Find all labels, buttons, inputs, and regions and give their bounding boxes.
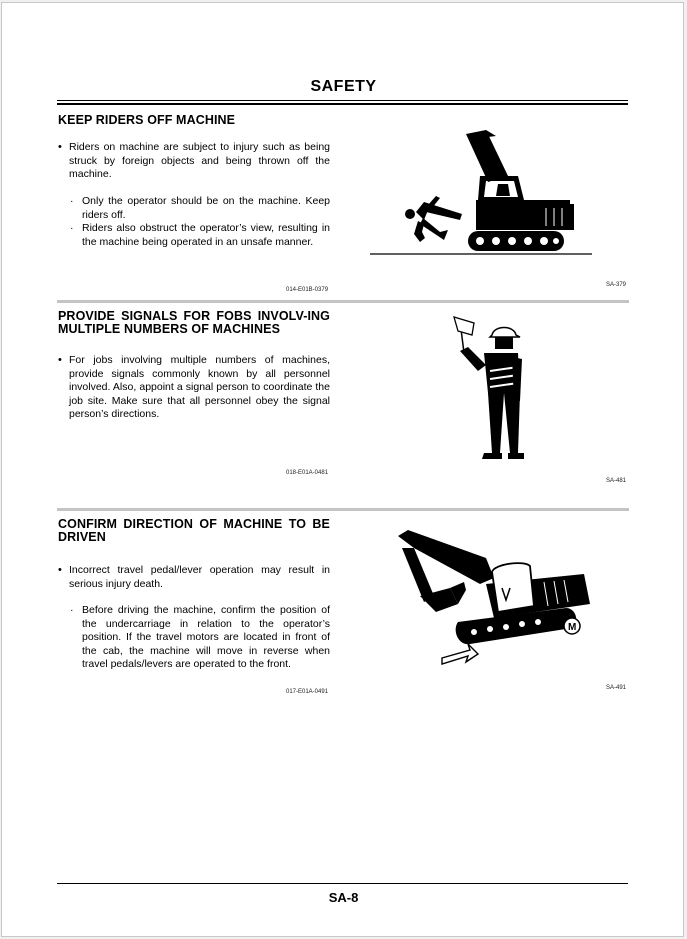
section-1-figure-code: SA-379 <box>606 282 627 288</box>
page-number: SA-8 <box>328 890 359 905</box>
section-3-code: 017-E01A-0491 <box>286 689 329 695</box>
footer-rule <box>57 883 628 884</box>
bullet-text: Incorrect travel pedal/lever operation may result in serious injury death. <box>69 564 330 590</box>
excavator-travel-direction-illustration <box>394 526 594 668</box>
section-2-code: 018-E01A-0481 <box>286 470 329 476</box>
section-1-sub-2 <box>70 222 330 249</box>
sub-bullet-mark: · <box>70 222 74 234</box>
bullet-mark: • <box>58 354 62 366</box>
sub-bullet-mark: · <box>70 195 74 207</box>
section-2-bullet <box>58 354 330 422</box>
rider-falling-from-excavator-illustration <box>368 128 598 263</box>
sub-bullet-mark: · <box>70 604 74 616</box>
section-3-figure-code: SA-491 <box>606 685 627 691</box>
bullet-text: Riders on machine are subject to injury such as being struck by foreign objects and being thrown off the machine. <box>69 141 330 180</box>
section-1-code: 014-E01B-0379 <box>286 287 329 293</box>
section-1-sub-1 <box>70 195 330 222</box>
bullet-mark: • <box>58 141 62 153</box>
section-divider-1 <box>57 300 629 303</box>
section-divider-2 <box>57 508 629 511</box>
section-title-keep-riders-off: KEEP RIDERS OFF MACHINE <box>58 113 236 127</box>
section-2-figure-code: SA-481 <box>606 478 627 484</box>
sub-bullet-text: Before driving the machine, confirm the position of the undercarriage in relation to the operator’s position. If the travel motors are located in front of the cab, the machine will move in reverse when travel pedals/levers are operated to the front. <box>82 604 330 670</box>
section-title-provide-signals: PROVIDE SIGNALS FOR FOBS INVOLV-ING MULTIPLE NUMBERS OF MACHINES <box>58 309 330 336</box>
header-rule-thick <box>57 103 628 105</box>
section-3-sub-1 <box>70 604 330 672</box>
signal-person-with-flag-illustration <box>448 313 528 469</box>
svg-text:M: M <box>568 622 577 633</box>
section-3-bullet <box>58 564 330 591</box>
sub-bullet-text: Riders also obstruct the operator’s view, resulting in the machine being operated in an unsafe manner. <box>82 222 330 248</box>
bullet-text: For jobs involving multiple numbers of machines, provide signals commonly known by all personnel involved. Also, appoint a signal person to coordinate the job site. Make sure that all personnel obey the signal person’s directions. <box>69 354 330 420</box>
bullet-mark: • <box>58 564 62 576</box>
section-1-bullet <box>58 141 330 182</box>
sub-bullet-text: Only the operator should be on the machine. Keep riders off. <box>82 195 330 221</box>
section-title-confirm-direction: CONFIRM DIRECTION OF MACHINE TO BE DRIVEN <box>58 517 330 544</box>
header-rule-thin <box>57 100 628 101</box>
page-header-title: SAFETY <box>310 78 377 95</box>
